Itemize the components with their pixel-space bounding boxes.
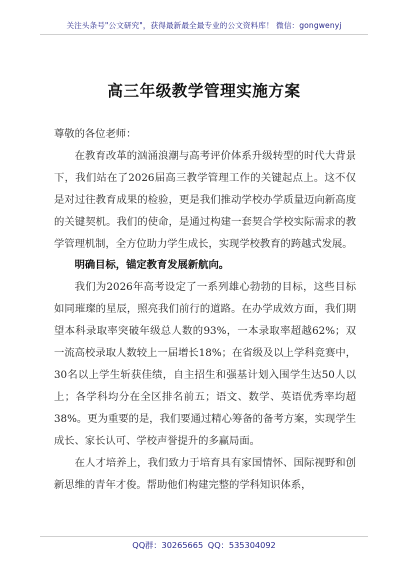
section-heading: 明确目标，锚定教育发展新航向。	[74, 259, 230, 272]
header-promo-text: 关注头条号"公文研究"，获得最新最全最专业的公文资料库！ 微信：gongwenyj	[66, 21, 342, 30]
document-body	[54, 124, 356, 496]
footer-contact-text: QQ群：30265665 QQ：535304092	[132, 540, 276, 550]
intro-paragraph: 在教育改革的汹涌浪潮与高考评价体系升级转型的时代大背景下，我们站在了2026届高三教学管理工作的关键起点上。这不仅是对过往教育成果的检验，更是我们推动学校办学质量迈向新高度的关键契机。我们的使命，是通过构建一套契合学校实际需求的教学管理机制，全方位助力学生成长，实现学校教育的跨越式发展。	[54, 149, 356, 250]
header-divider	[40, 34, 368, 35]
goals-paragraph: 我们为2026年高考设定了一系列雄心勃勃的目标，这些目标如同璀璨的星辰，照亮我们前行的道路。在办学成效方面，我们期望本科录取率突破年级总人数的93%，一本录取率超越62%；双一流高校录取人数较上一届增长18%；在省级及以上学科竞赛中，30名以上学生斩获佳绩，自主招生和强基计划入围学生达50人以上；各学科均分在全区排名前五；语文、数学、英语优秀率均超38%。更为重要的是，我们要通过精心筹备的备考方案，实现学生成长、家长认可、学校声誉提升的多赢局面。	[54, 281, 356, 447]
document-title: 高三年级教学管理实施方案	[107, 81, 301, 100]
page-header	[0, 0, 408, 32]
page-footer	[0, 536, 408, 558]
talent-paragraph: 在人才培养上，我们致力于培育具有家国情怀、国际视野和创新思维的青年才俊。帮助他们构建完整的学科知识体系，	[54, 456, 356, 491]
salutation: 尊敬的各位老师：	[54, 128, 137, 140]
footer-divider	[40, 536, 368, 537]
